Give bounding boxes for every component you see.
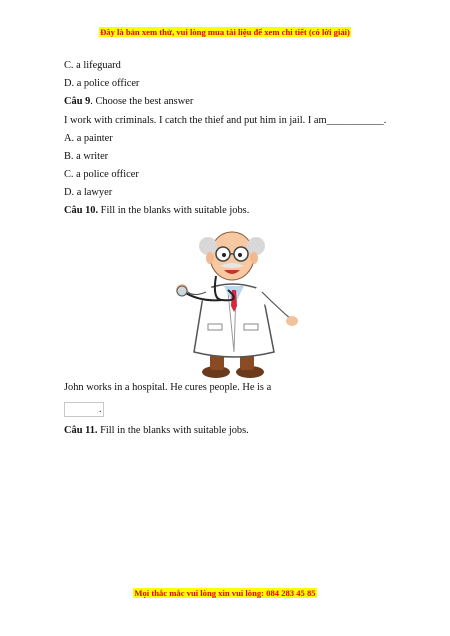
- q10-prompt: Fill in the blanks with suitable jobs.: [98, 205, 250, 216]
- q9-prompt: . Choose the best answer: [90, 96, 194, 107]
- preview-notice-banner: [0, 27, 450, 37]
- q10-sentence: John works in a hospital. He cures people. He is a: [64, 382, 272, 393]
- q9-option-c: C. a police officer: [64, 169, 139, 180]
- doctor-illustration: [170, 220, 300, 382]
- q9-option-b: B. a writer: [64, 151, 109, 162]
- contact-notice-text: Mọi thắc mắc vui lòng xin vui lòng: 084 283 45 85: [134, 588, 316, 598]
- q10-answer-field[interactable]: [64, 402, 104, 417]
- q11-heading: [64, 425, 249, 437]
- q10-heading: [64, 205, 249, 217]
- q11-prompt: Fill in the blanks with suitable jobs.: [97, 425, 249, 436]
- q9-heading: [64, 96, 193, 108]
- q9-label: Câu 9: [64, 96, 91, 107]
- q9-option-d: D. a lawyer: [64, 187, 113, 198]
- q10-label: Câu 10.: [64, 205, 99, 216]
- q11-label: Câu 11.: [64, 425, 98, 436]
- preview-notice-text: Đây là bản xem thử, vui lòng mua tài liệu để xem chi tiết (có lời giải): [100, 27, 350, 37]
- q8-option-d: D. a police officer: [64, 78, 140, 89]
- q10-trailing-period: .: [99, 404, 102, 415]
- q9-option-a: A. a painter: [64, 133, 113, 144]
- contact-notice-banner: [0, 588, 450, 598]
- q8-option-c: C. a lifeguard: [64, 60, 121, 71]
- q9-sentence: I work with criminals. I catch the thief and put him in jail. I am___________.: [64, 115, 387, 126]
